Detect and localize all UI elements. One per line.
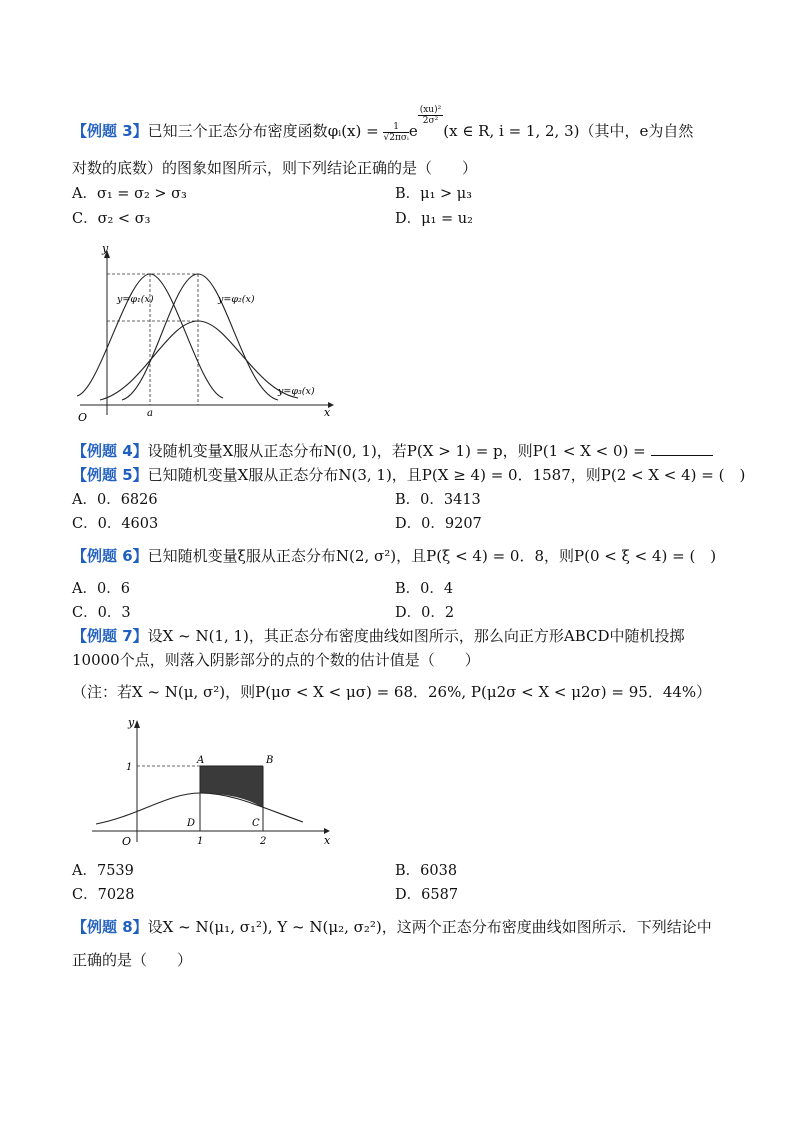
y-label: y [102,242,109,255]
ex5-option-a: A．0．6826 [72,492,158,508]
ex7-option-b: B．6038 [395,863,458,879]
square-abcd-figure [88,716,333,854]
example-7-note: （注：若X ~ N(μ, σ²)，则P(μσ < X < μσ) = 68．26%, P(μ2σ < X < μ2σ) = 95．44%） [72,683,712,701]
exponent-fraction [418,105,444,126]
curve1-label: y=φ₁(x) [117,294,154,305]
ex7-option-d: D．6587 [395,887,459,903]
ex7-option-a: A．7539 [72,863,134,879]
exponent-numerator: (xu)² [419,105,442,115]
curve3-label: y=φ₃(x) [278,386,315,397]
y-one-label: 1 [126,762,133,773]
y-axis-arrow [134,720,140,728]
example-3-line2: 对数的底数）的图象如图所示，则下列结论正确的是（ ） [72,159,478,177]
example-3-tail: （其中，e为自然 [579,122,694,140]
ex5-option-c: C．0．4603 [72,516,159,532]
ex3-option-c: C．σ₂ < σ₃ [72,211,151,227]
ex6-option-c: C．0．3 [72,605,131,621]
answer-blank [651,441,713,456]
ex5-option-d: D．0．9207 [395,516,482,532]
point-a-label: A [197,755,205,766]
ex6-option-d: D．0．2 [395,605,455,621]
example-7: 【例题 7】设X ~ N(1, 1)，其正态分布密度曲线如图所示，那么向正方形ABCD中随机投掷 [72,627,685,645]
example-4: 【例题 4】设随机变量X服从正态分布N(0, 1)，若P(X > 1) = p，则P(1 < X < 0) = [72,441,713,461]
origin-label: O [122,835,132,848]
x-label: x [324,406,331,419]
curve2-label: y=φ₂(x) [218,294,255,305]
curve-phi3 [100,321,298,400]
ex6-option-b: B．0．4 [395,581,454,597]
ex5-option-b: B．0．3413 [395,492,481,508]
ex7-option-c: C．7028 [72,887,135,903]
example-3-tag: 【例题 3】 [72,122,148,140]
curve-phi2 [122,274,278,400]
example-6: 【例题 6】已知随机变量ξ服从正态分布N(2, σ²)，且P(ξ < 4) = 0．8，则P(0 < ξ < 4) = ( ) [72,547,717,565]
fraction-denominator: √2πσᵢ [383,132,409,143]
ex6-option-a: A．0．6 [72,581,130,597]
exponent-denominator: 2σ² [422,116,439,126]
example-8: 【例题 8】设X ~ N(μ₁, σ₁²), Y ~ N(μ₂, σ₂²)，这两个正态分布密度曲线如图所示．下列结论中 [72,918,712,936]
example-5: 【例题 5】已知随机变量X服从正态分布N(3, 1)，且P(X ≥ 4) = 0．1587，则P(2 < X < 4) = ( ) [72,466,746,484]
example-3-lead: 已知三个正态分布密度函数 [147,122,328,140]
example-8-line2: 正确的是（ ） [72,951,193,969]
origin-label: O [78,411,88,422]
ex3-option-d: D．μ₁ = u₂ [395,211,473,227]
normal-curves-figure [72,240,337,422]
x-one-label: 1 [197,836,204,847]
ex3-option-a: A．σ₁ = σ₂ > σ₃ [72,186,187,202]
example-7-line2: 10000个点，则落入阴影部分的点的个数的估计值是（ ） [72,651,480,669]
x-label: x [324,834,331,847]
point-b-label: B [266,755,274,766]
y-label: y [128,716,135,729]
exp-base: e [408,122,418,140]
example-3-stem [72,105,694,143]
ex3-option-b: B．μ₁ > μ₃ [395,186,472,202]
function-domain: (x ∈ R, i = 1, 2, 3) [443,122,580,140]
point-d-label: D [187,818,196,829]
x-two-label: 2 [260,836,267,847]
density-fraction [383,122,408,143]
shaded-region [200,766,263,808]
density-function: φᵢ(x) = [327,122,384,140]
point-c-label: C [252,818,260,829]
fraction-numerator: 1 [383,122,408,133]
a-label: a [147,408,153,419]
